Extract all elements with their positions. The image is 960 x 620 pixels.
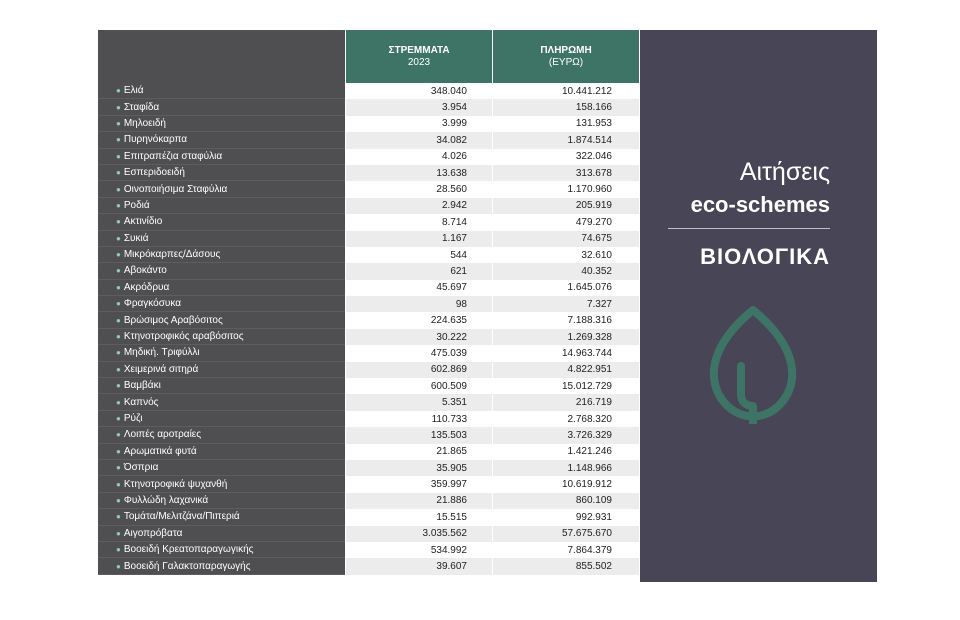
payment-cell: 158.166: [492, 99, 639, 115]
crop-label: Λοιπές αροτραίες: [123, 429, 202, 441]
payment-cell: 860.109: [492, 493, 639, 509]
bullet-icon: ●: [116, 397, 121, 407]
bullet-icon: ●: [116, 512, 121, 522]
crop-label: Χειμερινά σιτηρά: [123, 363, 199, 375]
bullet-icon: ●: [116, 315, 121, 325]
table-row: [98, 280, 639, 296]
area-cell: 28.560: [345, 181, 492, 197]
header-payment-column: [492, 30, 639, 83]
payment-cell: 10.441.212: [492, 83, 639, 99]
crop-label-cell: [98, 345, 345, 361]
crop-label: Συκιά: [123, 232, 149, 244]
bullet-icon: ●: [116, 332, 121, 342]
table-row: [98, 378, 639, 394]
crop-label-cell: [98, 329, 345, 345]
crop-label-cell: [98, 99, 345, 115]
crop-label-cell: [98, 362, 345, 378]
table-row: [98, 83, 639, 99]
bullet-icon: ●: [116, 250, 121, 260]
bullet-icon: ●: [116, 545, 121, 555]
area-cell: 35.905: [345, 460, 492, 476]
table-row: [98, 345, 639, 361]
payment-cell: 1.170.960: [492, 181, 639, 197]
table-row: [98, 460, 639, 476]
bullet-icon: ●: [116, 102, 121, 112]
bullet-icon: ●: [116, 168, 121, 178]
crop-label-cell: [98, 558, 345, 574]
bullet-icon: ●: [116, 364, 121, 374]
leaf-icon: [708, 304, 798, 424]
payment-cell: 205.919: [492, 198, 639, 214]
title-panel: [640, 30, 877, 582]
bullet-icon: ●: [116, 266, 121, 276]
area-cell: 224.635: [345, 312, 492, 328]
area-cell: 2.942: [345, 198, 492, 214]
bullet-icon: ●: [116, 381, 121, 391]
crop-label: Ακτινίδιο: [123, 216, 163, 228]
bullet-icon: ●: [116, 233, 121, 243]
payment-cell: 313.678: [492, 165, 639, 181]
crop-label: Ακρόδρυα: [123, 281, 170, 293]
crop-label: Ροδιά: [123, 199, 150, 211]
table-row: [98, 263, 639, 279]
table-row: [98, 198, 639, 214]
crop-label: Βοοειδή Κρεατοπαραγωγικής: [123, 544, 254, 556]
payment-cell: 40.352: [492, 263, 639, 279]
area-cell: 5.351: [345, 394, 492, 410]
payment-cell: 1.874.514: [492, 132, 639, 148]
crop-label: Μηλοειδή: [123, 117, 166, 129]
table-row: [98, 427, 639, 443]
table-row: [98, 149, 639, 165]
crop-label-cell: [98, 542, 345, 558]
crop-label: Σταφίδα: [123, 101, 160, 113]
area-cell: 475.039: [345, 345, 492, 361]
area-cell: 600.509: [345, 378, 492, 394]
payment-cell: 7.188.316: [492, 312, 639, 328]
header-area-title: ΣΤΡΕΜΜΑΤΑ: [388, 44, 450, 56]
payment-cell: 2.768.320: [492, 411, 639, 427]
payment-cell: 1.645.076: [492, 280, 639, 296]
area-cell: 13.638: [345, 165, 492, 181]
table-row: [98, 558, 639, 574]
table-row: [98, 526, 639, 542]
table-row: [98, 99, 639, 115]
table-header: [98, 30, 639, 83]
bullet-icon: ●: [116, 217, 121, 227]
area-cell: 534.992: [345, 542, 492, 558]
payment-cell: 57.675.670: [492, 526, 639, 542]
area-cell: 621: [345, 263, 492, 279]
table-row: [98, 493, 639, 509]
crop-label: Αρωματικά φυτά: [123, 445, 197, 457]
header-payment-subtitle: (ΕΥΡΩ): [548, 56, 584, 68]
crop-label-cell: [98, 460, 345, 476]
payment-cell: 3.726.329: [492, 427, 639, 443]
crop-label: Φυλλώδη λαχανικά: [123, 494, 209, 506]
table-row: [98, 132, 639, 148]
crop-label-cell: [98, 198, 345, 214]
bullet-icon: ●: [116, 414, 121, 423]
table-row: [98, 165, 639, 181]
payment-cell: 1.269.328: [492, 329, 639, 345]
crop-label: Βρώσιμος Αραβόσιτος: [123, 314, 223, 326]
bullet-icon: ●: [116, 348, 121, 358]
crop-label-cell: [98, 526, 345, 542]
crop-label-cell: [98, 263, 345, 279]
payment-cell: 32.610: [492, 247, 639, 263]
area-cell: 39.607: [345, 558, 492, 574]
table-row: [98, 509, 639, 525]
crop-label-cell: [98, 312, 345, 328]
payment-cell: 7.327: [492, 296, 639, 312]
table-row: [98, 362, 639, 378]
table-row: [98, 444, 639, 460]
bullet-icon: ●: [116, 528, 121, 538]
crop-label: Πυρηνόκαρπα: [123, 134, 188, 146]
crop-label: Αιγοπρόβατα: [123, 527, 183, 539]
crop-label: Μηδική. Τριφύλλι: [123, 347, 200, 359]
crop-label-cell: [98, 181, 345, 197]
bullet-icon: ●: [116, 299, 121, 309]
crop-label: Αβοκάντο: [123, 265, 167, 277]
crop-label-cell: [98, 214, 345, 230]
area-cell: 21.865: [345, 444, 492, 460]
crop-label-cell: [98, 493, 345, 509]
table-row: [98, 394, 639, 410]
area-cell: 34.082: [345, 132, 492, 148]
crop-label-cell: [98, 378, 345, 394]
crop-label-cell: [98, 296, 345, 312]
area-cell: 98: [345, 296, 492, 312]
crop-label-cell: [98, 444, 345, 460]
payment-cell: 7.864.379: [492, 542, 639, 558]
bullet-icon: ●: [116, 561, 121, 571]
crop-label: Καπνός: [123, 396, 159, 408]
bullet-icon: ●: [116, 479, 121, 489]
crop-label-cell: [98, 83, 345, 99]
crop-label-cell: [98, 280, 345, 296]
bullet-icon: ●: [116, 151, 121, 161]
payment-cell: 131.953: [492, 116, 639, 132]
crop-label-cell: [98, 427, 345, 443]
payment-cell: 855.502: [492, 558, 639, 574]
crop-label: Μικρόκαρπες/Δάσους: [123, 249, 221, 261]
payment-cell: 992.931: [492, 509, 639, 525]
table-body: [98, 83, 639, 575]
table-row: [98, 214, 639, 230]
payment-cell: 4.822.951: [492, 362, 639, 378]
crop-label-cell: [98, 411, 345, 427]
header-area-subtitle: 2023: [407, 56, 431, 68]
crop-label: Βαμβάκι: [123, 380, 161, 392]
area-cell: 21.886: [345, 493, 492, 509]
table-row: [98, 296, 639, 312]
table-row: [98, 329, 639, 345]
header-area-column: [345, 30, 492, 83]
area-cell: 348.040: [345, 83, 492, 99]
payment-cell: 322.046: [492, 149, 639, 165]
payment-cell: 479.270: [492, 214, 639, 230]
payment-cell: 216.719: [492, 394, 639, 410]
crop-label: Όσπρια: [123, 462, 159, 474]
table-row: [98, 411, 639, 427]
header-blank-cell: [98, 30, 345, 83]
area-cell: 544: [345, 247, 492, 263]
area-cell: 45.697: [345, 280, 492, 296]
panel-title-eco-schemes: eco-schemes: [690, 192, 830, 217]
table-row: [98, 231, 639, 247]
crop-label-cell: [98, 132, 345, 148]
bullet-icon: ●: [116, 86, 121, 96]
bullet-icon: ●: [116, 118, 121, 128]
panel-title-applications: Αιτήσεις: [739, 158, 830, 186]
crop-label-cell: [98, 149, 345, 165]
bullet-icon: ●: [116, 184, 121, 194]
area-cell: 3.035.562: [345, 526, 492, 542]
crop-label: Κτηνοτροφικά ψυχανθή: [123, 478, 228, 490]
bullet-icon: ●: [116, 282, 121, 292]
crop-label: Βοοειδή Γαλακτοπαραγωγής: [123, 560, 251, 572]
payment-cell: 10.619.912: [492, 476, 639, 492]
table-row: [98, 542, 639, 558]
panel-title-organic: ΒΙΟΛΟΓΙΚΑ: [700, 244, 830, 269]
table-row: [98, 247, 639, 263]
area-cell: 110.733: [345, 411, 492, 427]
crop-label-cell: [98, 231, 345, 247]
area-cell: 359.997: [345, 476, 492, 492]
table-row: [98, 181, 639, 197]
bullet-icon: ●: [116, 200, 121, 210]
panel-divider: [668, 228, 830, 229]
payment-cell: 15.012.729: [492, 378, 639, 394]
crop-label-cell: [98, 165, 345, 181]
crop-label: Ελιά: [123, 85, 144, 97]
crop-label: Τομάτα/Μελιτζάνα/Πιπεριά: [123, 511, 240, 523]
crop-label: Επιτραπέζια σταφύλια: [123, 150, 223, 162]
table-row: [98, 476, 639, 492]
crop-label: Κτηνοτροφικός αραβόσιτος: [123, 331, 244, 343]
payment-cell: 1.148.966: [492, 460, 639, 476]
crop-label-cell: [98, 116, 345, 132]
crop-label-cell: [98, 394, 345, 410]
area-cell: 602.869: [345, 362, 492, 378]
area-cell: 4.026: [345, 149, 492, 165]
table-row: [98, 116, 639, 132]
area-cell: 3.999: [345, 116, 492, 132]
crop-label: Ρύζι: [123, 413, 143, 424]
crop-data-table: [98, 30, 639, 585]
bullet-icon: ●: [116, 135, 121, 145]
table-row: [98, 312, 639, 328]
area-cell: 1.167: [345, 231, 492, 247]
crop-label: Φραγκόσυκα: [123, 298, 182, 310]
area-cell: 30.222: [345, 329, 492, 345]
area-cell: 3.954: [345, 99, 492, 115]
bullet-icon: ●: [116, 446, 121, 456]
area-cell: 8.714: [345, 214, 492, 230]
area-cell: 15.515: [345, 509, 492, 525]
payment-cell: 14.963.744: [492, 345, 639, 361]
bullet-icon: ●: [116, 495, 121, 505]
header-payment-title: ΠΛΗΡΩΜΗ: [540, 44, 592, 56]
crop-label: Οινοποιήσιμα Σταφύλια: [123, 183, 228, 195]
bullet-icon: ●: [116, 430, 121, 440]
crop-label-cell: [98, 476, 345, 492]
payment-cell: 1.421.246: [492, 444, 639, 460]
crop-label-cell: [98, 247, 345, 263]
crop-label: Εσπεριδοειδή: [123, 167, 185, 179]
bullet-icon: ●: [116, 463, 121, 473]
payment-cell: 74.675: [492, 231, 639, 247]
area-cell: 135.503: [345, 427, 492, 443]
crop-label-cell: [98, 509, 345, 525]
